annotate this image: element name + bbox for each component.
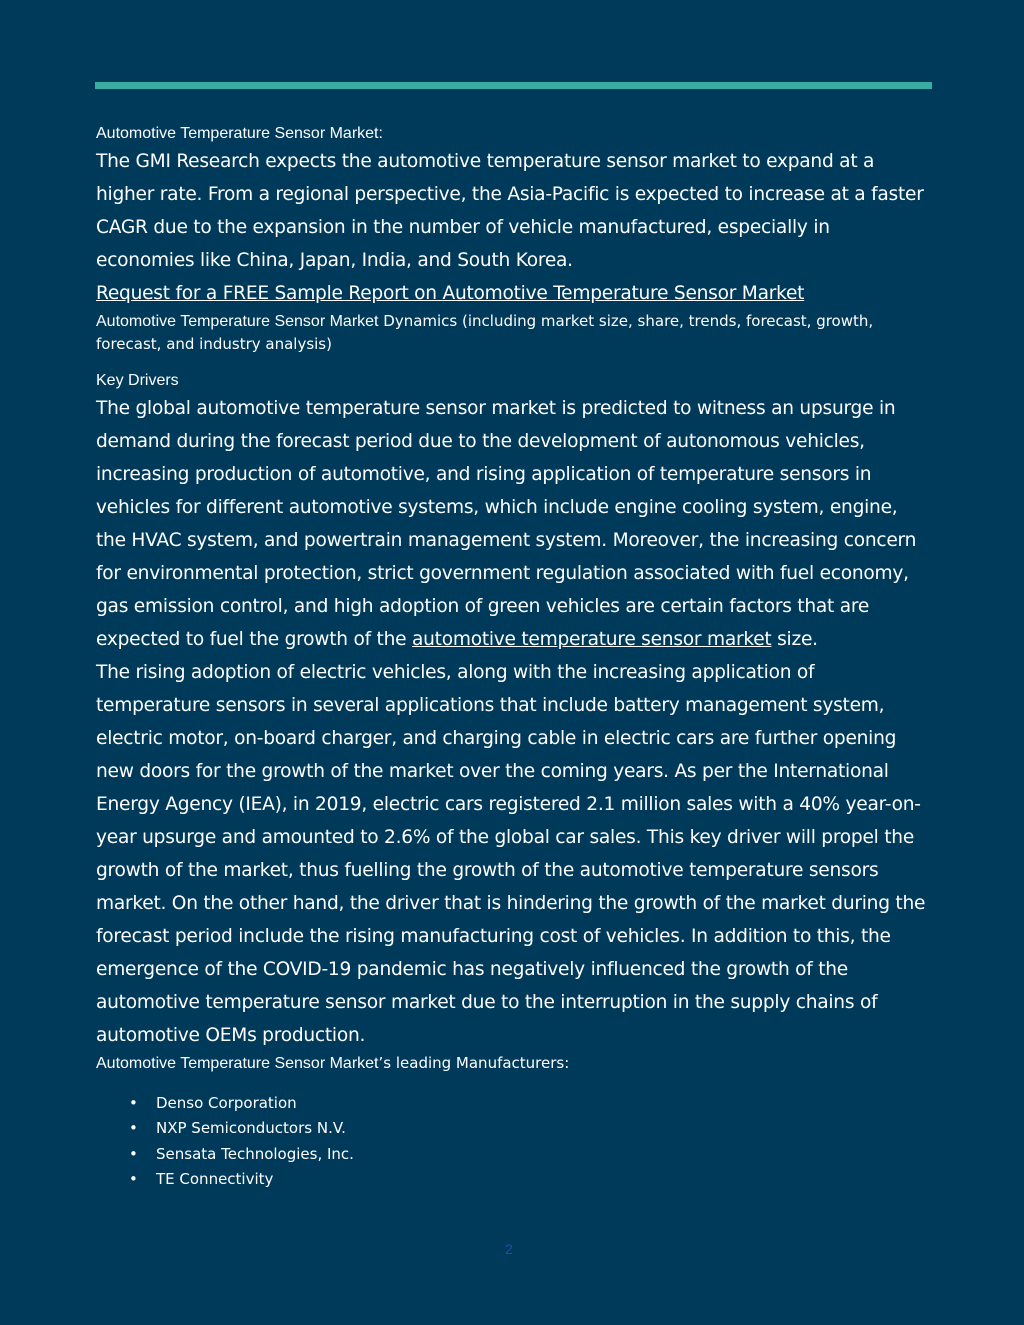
list-item bbox=[129, 1116, 932, 1141]
dynamics-line bbox=[96, 310, 932, 356]
manufacturer-name: TE Connectivity bbox=[156, 1169, 274, 1188]
manufacturer-name: Denso Corporation bbox=[156, 1094, 297, 1112]
drivers-paragraph-2: The rising adoption of electric vehicles, along with the increasing application of temperature sensors in several applications that include battery management system, electric motor, on-board charger, and charging cable in electric cars are further opening new doors for the growth of the market over the coming years. As per the International Energy Agency (IEA), in 2019, electric cars registered 2.1 million sales with a 40% year-on-year upsurge and amounted to 2.6% of the global car sales. This key driver will propel the growth of the market, thus fuelling the growth of the automotive temperature sensors market. On the other hand, the driver that is hindering the growth of the market during the forecast period include the rising manufacturing cost of vehicles. In addition to this, the emergence of the COVID-19 pandemic has negatively influenced the growth of the automotive temperature sensor market due to the interruption in the supply chains of automotive OEMs production. bbox=[96, 662, 926, 1046]
key-drivers-heading: Key Drivers bbox=[96, 372, 179, 389]
dynamics-suffix: Dynamics (including market size, share, trends, forecast, growth, forecast, and industry analysis) bbox=[96, 312, 874, 353]
drivers-paragraph-1 bbox=[96, 392, 932, 656]
bullet-icon: • bbox=[129, 1169, 138, 1188]
page-number: 2 bbox=[505, 1241, 513, 1257]
market-size-link[interactable]: automotive temperature sensor market bbox=[412, 629, 772, 650]
manufacturers-list bbox=[96, 1091, 932, 1192]
drivers-text-after-link: size. bbox=[771, 629, 818, 650]
list-item bbox=[129, 1167, 932, 1192]
bullet-icon: • bbox=[129, 1119, 138, 1138]
top-divider bbox=[95, 82, 932, 89]
list-item bbox=[129, 1142, 932, 1167]
bullet-icon: • bbox=[129, 1144, 138, 1163]
manufacturers-heading-suffix: ’s leading Manufacturers: bbox=[378, 1054, 570, 1072]
manufacturer-name: Sensata Technologies, Inc. bbox=[156, 1144, 354, 1163]
manufacturers-heading bbox=[96, 1052, 932, 1075]
dynamics-prefix: Automotive Temperature Sensor Market bbox=[96, 313, 379, 330]
sample-link-line bbox=[96, 277, 932, 310]
sample-report-link[interactable]: Request for a FREE Sample Report on Automotive Temperature Sensor Market bbox=[96, 283, 805, 304]
intro-paragraph: The GMI Research expects the automotive temperature sensor market to expand at a higher rate. From a regional perspective, the Asia-Pacific is expected to increase at a faster CAGR due to the expansion in the number of vehicle manufactured, especially in economies like China, Japan, India, and South Korea. bbox=[96, 151, 924, 271]
manufacturers-heading-prefix: Automotive Temperature Sensor Market bbox=[96, 1055, 379, 1072]
manufacturer-name: NXP Semiconductors N.V. bbox=[156, 1119, 346, 1138]
market-heading: Automotive Temperature Sensor Market: bbox=[96, 125, 383, 142]
drivers-text-before-link: The global automotive temperature sensor market is predicted to witness an upsurge in demand during the forecast period due to the development of autonomous vehicles, increasing production of automotive, and rising application of temperature sensors in vehicles for different automotive systems, which include engine cooling system, engine, the HVAC system, and powertrain management system. Moreover, the increasing concern for environmental protection, strict government regulation associated with fuel economy, gas emission control, and high adoption of green vehicles are certain factors that are expected to fuel the growth of the bbox=[96, 398, 917, 650]
list-item bbox=[129, 1091, 932, 1116]
document-body bbox=[96, 123, 932, 1192]
bullet-icon: • bbox=[129, 1094, 138, 1112]
